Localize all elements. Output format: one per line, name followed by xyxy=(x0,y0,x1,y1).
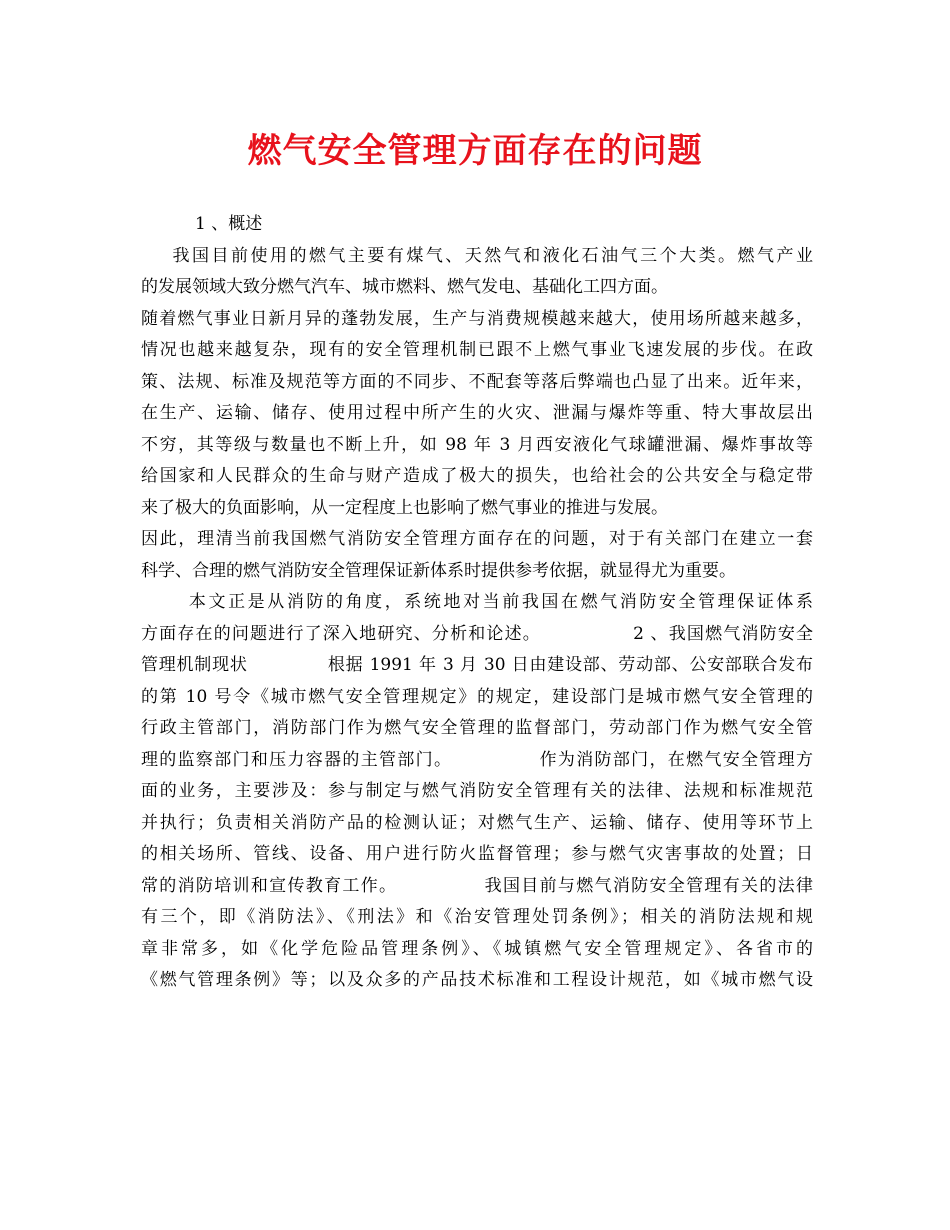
text-line: 本文正是从消防的角度，系统地对当前我国在燃气消防安全管理保证体系 xyxy=(141,592,813,612)
text-line: 的发展领域大致分燃气汽车、城市燃料、燃气发电、基础化工四方面。 xyxy=(141,277,668,297)
text-line: 1 、概述 xyxy=(141,214,263,234)
text-line: 《燃气管理条例》等；以及众多的产品技术标准和工程设计规范，如《城市燃气设 xyxy=(141,970,813,990)
document-title: 燃气安全管理方面存在的问题 xyxy=(247,131,703,171)
text-line: 策、法规、标准及规范等方面的不同步、不配套等落后弊端也凸显了出来。近年来， xyxy=(141,371,813,392)
text-line: 章非常多，如《化学危险品管理条例》、《城镇燃气安全管理规定》、各省市的 xyxy=(141,938,813,959)
text-line: 的相关场所、管线、设备、用户进行防火监督管理；参与燃气灾害事故的处置；日 xyxy=(141,844,813,864)
text-line: 管理机制现状 根据 1991 年 3 月 30 日由建设部、劳动部、公安部联合发布 xyxy=(141,655,813,675)
text-line: 有三个，即《消防法》、《刑法》和《治安管理处罚条例》；相关的消防法规和规 xyxy=(141,907,813,927)
text-line: 方面存在的问题进行了深入地研究、分析和论述。 2 、我国燃气消防安全 xyxy=(141,623,813,644)
text-line: 理的监察部门和压力容器的主管部门。 作为消防部门，在燃气安全管理方 xyxy=(141,749,813,770)
text-line: 不穷，其等级与数量也不断上升，如 98 年 3 月西安液化气球罐泄漏、爆炸事故等 xyxy=(141,434,813,455)
text-line: 面的业务，主要涉及：参与制定与燃气消防安全管理有关的法律、法规和标准规范 xyxy=(141,781,813,801)
text-line: 随着燃气事业日新月异的蓬勃发展，生产与消费规模越来越大，使用场所越来越多， xyxy=(141,308,813,329)
text-line: 的第 10 号令《城市燃气安全管理规定》的规定，建设部门是城市燃气安全管理的 xyxy=(141,686,813,707)
text-line: 常的消防培训和宣传教育工作。 我国目前与燃气消防安全管理有关的法律 xyxy=(141,875,813,896)
text-line: 情况也越来越复杂，现有的安全管理机制已跟不上燃气事业飞速发展的步伐。在政 xyxy=(141,340,813,360)
text-line: 给国家和人民群众的生命与财产造成了极大的损失，也给社会的公共安全与稳定带 xyxy=(141,466,813,486)
text-line: 在生产、运输、储存、使用过程中所产生的火灾、泄漏与爆炸等重、特大事故层出 xyxy=(141,403,813,423)
document-body xyxy=(141,209,813,997)
text-line: 来了极大的负面影响，从一定程度上也影响了燃气事业的推进与发展。 xyxy=(141,497,668,518)
text-line: 行政主管部门，消防部门作为燃气安全管理的监督部门，劳动部门作为燃气安全管 xyxy=(141,718,813,738)
text-line: 并执行；负责相关消防产品的检测认证；对燃气生产、运输、储存、使用等环节上 xyxy=(141,812,813,833)
text-line: 我国目前使用的燃气主要有煤气、天然气和液化石油气三个大类。燃气产业 xyxy=(141,245,813,266)
text-line: 科学、合理的燃气消防安全管理保证新体系时提供参考依据，就显得尤为重要。 xyxy=(141,560,736,581)
text-line: 因此，理清当前我国燃气消防安全管理方面存在的问题，对于有关部门在建立一套 xyxy=(141,529,813,549)
